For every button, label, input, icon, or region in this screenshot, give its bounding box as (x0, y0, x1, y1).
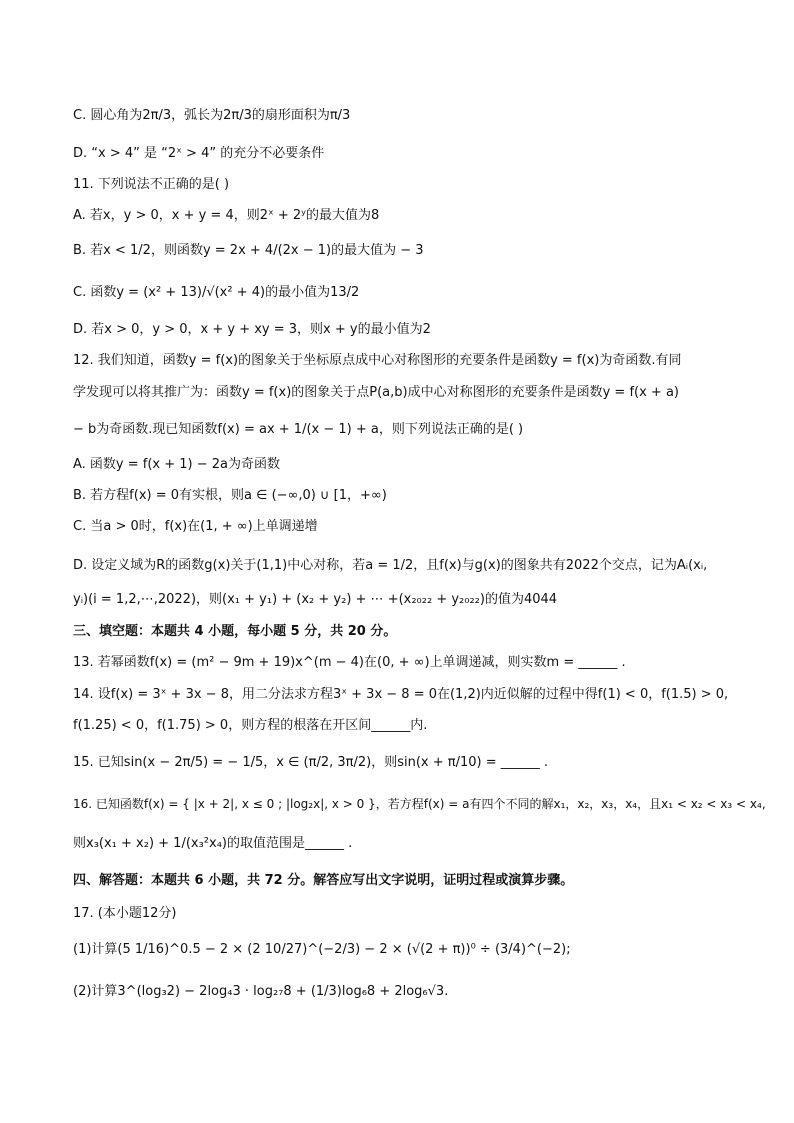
option-12a: A. 函数y = f(x + 1) − 2a为奇函数 (73, 457, 281, 472)
question-12-line-3: − b为奇函数.现已知函数f(x) = ax + 1/(x − 1) + a，则下列说法正确的是( ) (73, 422, 524, 437)
option-11a: A. 若x，y > 0，x + y = 4，则2ˣ + 2ʸ的最大值为8 (73, 208, 380, 223)
section-heading-fill-in: 三、填空题：本题共 4 小题，每小题 5 分，共 20 分。 (73, 624, 397, 639)
option-12b: B. 若方程f(x) = 0有实根，则a ∈ (−∞,0) ∪ [1，+∞) (73, 488, 387, 503)
option-11c: C. 函数y = (x² + 13)/√(x² + 4)的最小值为13/2 (73, 285, 360, 300)
question-15: 15. 已知sin(x − 2π/5) = − 1/5，x ∈ (π/2, 3π/2)，则sin(x + π/10) = ______ . (73, 755, 548, 770)
option-11b: B. 若x < 1/2，则函数y = 2x + 4/(2x − 1)的最大值为 − 3 (73, 243, 424, 258)
option-12c: C. 当a > 0时，f(x)在(1, + ∞)上单调递增 (73, 519, 318, 534)
question-16-line-1: 16. 已知函数f(x) = { |x + 2|, x ≤ 0 ; |log₂x|, x > 0 }，若方程f(x) = a有四个不同的解x₁，x₂，x₃，x₄，且x₁ < x₂ < x₃ < x₄, (73, 797, 766, 811)
option-11d: D. 若x > 0，y > 0，x + y + xy = 3，则x + y的最小值为2 (73, 322, 431, 337)
question-14-line-2: f(1.25) < 0，f(1.75) > 0，则方程的根落在开区间______内. (73, 718, 428, 733)
section-heading-solutions: 四、解答题：本题共 6 小题，共 72 分。解答应写出文字说明，证明过程或演算步骤。 (73, 873, 574, 888)
question-13: 13. 若幂函数f(x) = (m² − 9m + 19)x^(m − 4)在(0, + ∞)上单调递减，则实数m = ______ . (73, 655, 626, 670)
question-16-line-2: 则x₃(x₁ + x₂) + 1/(x₃²x₄)的取值范围是______ . (73, 836, 353, 851)
question-12-line-2: 学发现可以将其推广为：函数y = f(x)的图象关于点P(a,b)成中心对称图形的充要条件是函数y = f(x + a) (73, 385, 679, 400)
question-17-header: 17. (本小题12分) (73, 906, 177, 921)
question-17-part-2: (2)计算3^(log₃2) − 2log₄3 · log₂₇8 + (1/3)log₆8 + 2log₆√3. (73, 984, 449, 999)
question-11-stem: 11. 下列说法不正确的是( ) (73, 177, 230, 192)
question-17-part-1: (1)计算(5 1/16)^0.5 − 2 × (2 10/27)^(−2/3) − 2 × (√(2 + π))⁰ ÷ (3/4)^(−2); (73, 942, 571, 957)
option-12d-line-1: D. 设定义域为R的函数g(x)关于(1,1)中心对称，若a = 1/2，且f(x)与g(x)的图象共有2022个交点，记为Aᵢ(xᵢ, (73, 558, 708, 573)
option-10c: C. 圆心角为2π/3，弧长为2π/3的扇形面积为π/3 (73, 108, 351, 123)
option-12d-line-2: yᵢ)(i = 1,2,⋯,2022)，则(x₁ + y₁) + (x₂ + y₂) + ⋯ +(x₂₀₂₂ + y₂₀₂₂)的值为4044 (73, 592, 558, 607)
question-12-line-1: 12. 我们知道，函数y = f(x)的图象关于坐标原点成中心对称图形的充要条件是函数y = f(x)为奇函数.有同 (73, 353, 682, 368)
question-14-line-1: 14. 设f(x) = 3ˣ + 3x − 8，用二分法求方程3ˣ + 3x − 8 = 0在(1,2)内近似解的过程中得f(1) < 0，f(1.5) > 0, (73, 687, 729, 702)
option-10d: D. “x > 4” 是 “2ˣ > 4” 的充分不必要条件 (73, 146, 325, 161)
